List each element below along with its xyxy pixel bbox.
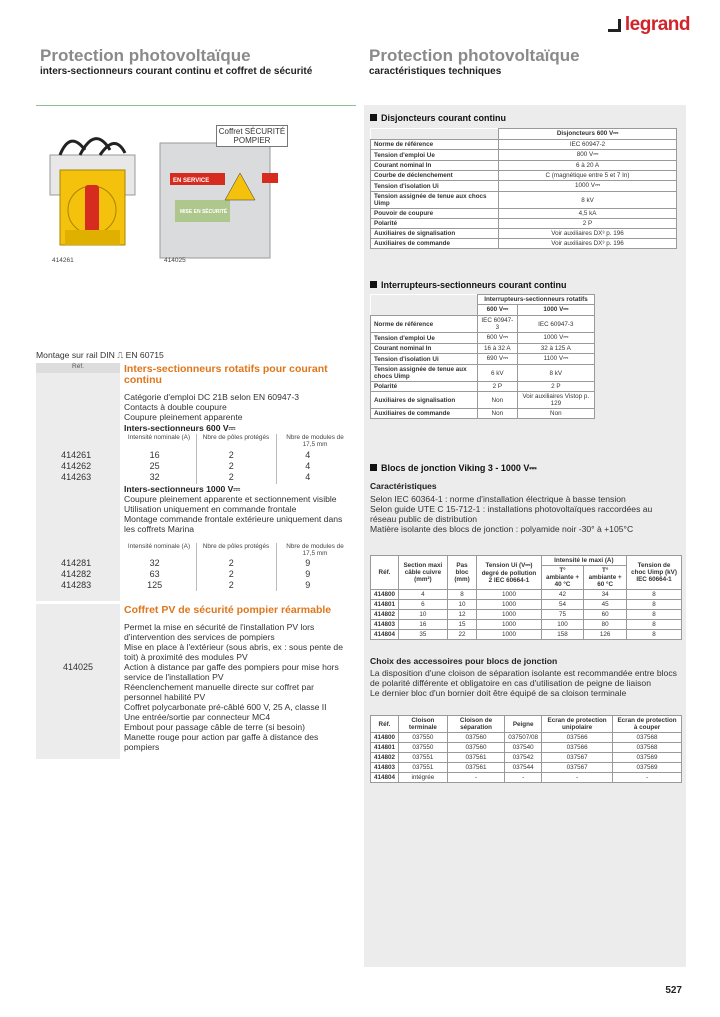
photo-ref-left: 414261 [52, 257, 74, 264]
row-mod: 9 [305, 569, 311, 579]
cell-value: 16 à 32 A [478, 344, 518, 354]
viking-char-line: Matière isolante des blocs de jonction : polyamide noir -30° à +105°C [370, 524, 634, 534]
row-poles: 2 [228, 580, 234, 590]
cell-value: 1000 [477, 590, 541, 600]
cell-value: 037550 [399, 743, 448, 753]
cell-label: Norme de référence [371, 316, 478, 333]
cell-value: 1000 V⎓ [499, 181, 677, 192]
table-row [371, 239, 677, 249]
table-row [371, 753, 682, 763]
section2-desc-line: Embout pour passage câble de terre (si besoin) [124, 722, 306, 732]
cell-value: 2 P [517, 382, 594, 392]
table-row [371, 150, 677, 161]
product-illustration [40, 125, 340, 265]
cell-value: 800 V⎓ [499, 150, 677, 161]
cell-value: 8 kV [517, 365, 594, 382]
sub600-title: Inters-sectionneurs 600 V⎓ [124, 423, 236, 433]
cell-value: - [542, 773, 613, 783]
cell-label: Courant nominal In [371, 161, 499, 171]
cell-value: 037544 [505, 763, 542, 773]
row-in: 16 [149, 450, 160, 460]
cell-value: 8 [627, 610, 682, 620]
table-row [371, 219, 677, 229]
table-row [371, 590, 682, 600]
cell-value: 6 kV [478, 365, 518, 382]
vk-h-choc: Tension de choc Uimp (kV) IEC 60664-1 [627, 556, 682, 590]
cell-value: 8 [627, 620, 682, 630]
cell-value: intégrée [399, 773, 448, 783]
cell-value: 690 V⎓ [478, 354, 518, 365]
table-row [371, 354, 595, 365]
cell-value: 16 [399, 620, 448, 630]
table-row [36, 472, 346, 483]
inter-header: Interrupteurs-sectionneurs rotatifs [478, 295, 595, 305]
cell-label: Auxiliaires de commande [371, 239, 499, 249]
cell-ref: 414803 [371, 763, 399, 773]
right-subtitle: caractéristiques techniques [369, 66, 502, 77]
logo-mark-icon [608, 19, 621, 32]
row-poles: 2 [228, 472, 234, 482]
cell-ref: 414801 [371, 600, 399, 610]
right-header [369, 46, 580, 77]
cell-value: Voir auxiliaires Vistop p. 129 [517, 392, 594, 409]
section1-desc [124, 392, 350, 422]
cell-value: 1000 [477, 630, 541, 640]
cell-value: 45 [584, 600, 627, 610]
cell-label: Auxiliaires de commande [371, 409, 478, 419]
section1-desc-line: Coupure pleinement apparente [124, 412, 243, 422]
viking-char-line: Selon guide UTE C 15-712-1 : installations photovoltaïques raccordées au réseau public de distribution [370, 504, 653, 524]
cell-value: IEC 60947-2 [499, 140, 677, 150]
cell-value: 037507/08 [505, 733, 542, 743]
cell-value: 1000 [477, 620, 541, 630]
cell-ref: 414803 [371, 620, 399, 630]
rows600 [36, 450, 346, 483]
row-poles: 2 [228, 450, 234, 460]
viking-title [370, 463, 537, 474]
cell-value: 037560 [447, 733, 505, 743]
cell-value: 037560 [447, 743, 505, 753]
right-title: Protection photovoltaïque [369, 46, 580, 65]
cell-value: - [613, 773, 682, 783]
cell-value: 037566 [542, 733, 613, 743]
table-row [371, 743, 682, 753]
inter-col-1000: 1000 V⎓ [517, 305, 594, 316]
col-modules: Nbre de modules de 17,5 mm [286, 434, 344, 448]
section2-desc-line: Réenclenchement manuelle directe sur coffret par personnel habilité PV [124, 682, 314, 702]
photo-caption: Coffret SÉCURITÉ POMPIER [216, 125, 288, 147]
cell-value: 2 P [478, 382, 518, 392]
square-bullet-icon [370, 464, 377, 471]
cell-value: 8 [627, 590, 682, 600]
cell-value: 8 [447, 590, 477, 600]
row-mod: 9 [305, 580, 311, 590]
sub1000-desc [124, 494, 350, 534]
cell-ref: 414804 [371, 773, 399, 783]
table-row [371, 392, 595, 409]
legrand-logo [608, 14, 690, 36]
col-poles: Nbre de pôles protégés [202, 543, 270, 550]
row-in: 125 [147, 580, 163, 590]
table-row [371, 773, 682, 783]
cell-label: Courant nominal In [371, 344, 478, 354]
cell-value: Non [478, 392, 518, 409]
inter-title-text: Interrupteurs-sectionneurs courant continu [381, 280, 567, 290]
cell-value: 100 [541, 620, 584, 630]
section2-desc-line: Mise en place à l'extérieur (sous abris, ex : sous pente de toit) à proximité des modules PV [124, 642, 343, 662]
cell-value: 600 V⎓ [478, 333, 518, 344]
row-ref: 414282 [61, 569, 92, 579]
cell-value: 037568 [613, 743, 682, 753]
section1-title: Inters-sectionneurs rotatifs pour courant continu [124, 363, 328, 386]
row-mod: 9 [305, 558, 311, 568]
left-title: Protection photovoltaïque [40, 46, 251, 65]
ref-column-bg [36, 604, 120, 759]
logo-text: legrand [624, 14, 690, 35]
ac-h: Ecran de protection unipolaire [542, 716, 613, 733]
cell-value: 6 [399, 600, 448, 610]
table-row [371, 192, 677, 209]
access-table [370, 715, 682, 783]
cell-value: 54 [541, 600, 584, 610]
cell-value: 42 [541, 590, 584, 600]
cell-label: Tension assignée de tenue aux chocs Uimp [371, 192, 499, 209]
product-photo [40, 125, 340, 265]
square-bullet-icon [370, 114, 377, 121]
square-bullet-icon [370, 281, 377, 288]
section1-desc-line: Catégorie d'emploi DC 21B selon EN 60947-3 [124, 392, 300, 402]
cell-label: Auxiliaires de signalisation [371, 392, 478, 409]
ref-header: Réf. [36, 363, 120, 373]
viking-title-text: Blocs de jonction Viking 3 - 1000 V⎓ [381, 463, 537, 473]
section2-desc-line: Coffret polycarbonate pré-câblé 600 V, 25 A, classe II [124, 702, 327, 712]
cell-value: 037561 [447, 763, 505, 773]
empty-cell [371, 295, 478, 316]
cell-value: 10 [399, 610, 448, 620]
table-row [371, 229, 677, 239]
cell-value: Non [478, 409, 518, 419]
inter-title [370, 280, 567, 290]
table-row [371, 610, 682, 620]
table-row [371, 409, 595, 419]
cell-value: IEC 60947-3 [478, 316, 518, 333]
empty-cell [371, 129, 499, 140]
cell-value: - [505, 773, 542, 783]
col-intensite: Intensité nominale (A) [127, 434, 191, 441]
row-ref: 414261 [61, 450, 92, 460]
box-label-bottom: MISE EN SÉCURITÉ [180, 209, 228, 215]
table-row [36, 461, 346, 472]
col-intensite: Intensité nominale (A) [127, 543, 191, 550]
table-row [371, 630, 682, 640]
access-desc-line: Le dernier bloc d'un bornier doit être équipé de sa cloison terminale [370, 688, 627, 698]
cell-value: 80 [584, 620, 627, 630]
cell-ref: 414804 [371, 630, 399, 640]
vk-h-ref: Réf. [371, 556, 399, 590]
cell-value: 4 [399, 590, 448, 600]
table-row [371, 140, 677, 150]
row-mod: 4 [305, 472, 311, 482]
col-poles: Nbre de pôles protégés [202, 434, 270, 441]
row-in: 32 [149, 558, 160, 568]
table-row [371, 316, 595, 333]
cell-value: 12 [447, 610, 477, 620]
cell-value: 037551 [399, 763, 448, 773]
section2-desc [124, 622, 352, 752]
section2-desc-line: Permet la mise en sécurité de l'installation PV lors d'intervention des services de pompiers [124, 622, 315, 642]
section1-desc-line: Contacts à double coupure [124, 402, 227, 412]
viking-char-title: Caractéristiques [370, 481, 437, 491]
table-row [371, 161, 677, 171]
section2-desc-line: Action à distance par gaffe des pompiers pour mise hors service de l'installation PV [124, 662, 339, 682]
cell-label: Norme de référence [371, 140, 499, 150]
row-in: 63 [149, 569, 160, 579]
table-row [371, 382, 595, 392]
cell-value: 158 [541, 630, 584, 640]
cell-value: 1100 V⎓ [517, 354, 594, 365]
ac-h: Cloison de séparation [447, 716, 505, 733]
cell-value: 8 [627, 600, 682, 610]
cell-value: 60 [584, 610, 627, 620]
cell-value: C (magnétique entre 5 et 7 In) [499, 171, 677, 181]
divider [36, 105, 356, 106]
table-row [371, 600, 682, 610]
cell-label: Auxiliaires de signalisation [371, 229, 499, 239]
cell-value: 10 [447, 600, 477, 610]
table-row [36, 569, 346, 580]
row-poles: 2 [228, 558, 234, 568]
cell-value: Voir auxiliaires DX³ p. 196 [499, 229, 677, 239]
table-row [36, 558, 346, 569]
cell-value: 6 à 20 A [499, 161, 677, 171]
cell-value: 34 [584, 590, 627, 600]
inter-col-600: 600 V⎓ [478, 305, 518, 316]
access-desc [370, 668, 682, 698]
cell-value: 037540 [505, 743, 542, 753]
cell-value: 037561 [447, 753, 505, 763]
cell-value: 22 [447, 630, 477, 640]
left-subtitle: inters-sectionneurs courant continu et coffret de sécurité [40, 66, 313, 77]
section2-title: Coffret PV de sécurité pompier réarmable [124, 604, 332, 616]
cell-value: 1000 [477, 600, 541, 610]
vk-h-t40: T° ambiante + 40 °C [541, 566, 584, 590]
cell-value: Voir auxiliaires DX³ p. 196 [499, 239, 677, 249]
cell-value: 037567 [542, 763, 613, 773]
cell-value: 75 [541, 610, 584, 620]
viking-char-line: Selon IEC 60364-1 : norme d'installation électrique à basse tension [370, 494, 626, 504]
ac-h: Ecran de protection à couper [613, 716, 682, 733]
cell-value: 037569 [613, 763, 682, 773]
cell-label: Courbe de déclenchement [371, 171, 499, 181]
access-title: Choix des accessoires pour blocs de jonction [370, 656, 558, 666]
cell-value: 8 kV [499, 192, 677, 209]
cell-value: 4,5 kA [499, 209, 677, 219]
cell-ref: 414801 [371, 743, 399, 753]
table-row [371, 333, 595, 344]
table-row [371, 344, 595, 354]
access-desc-line: La disposition d'une cloison de séparation isolante est recommandée entre blocs de polarité différente et obligatoire en cas d'utilisation de peigne de liaison [370, 668, 677, 688]
sub1000-desc-line: Utilisation uniquement en commande frontale [124, 504, 297, 514]
table-row [371, 620, 682, 630]
row-ref: 414263 [61, 472, 92, 482]
cell-label: Tension d'emploi Ue [371, 150, 499, 161]
disj-header: Disjoncteurs 600 V⎓ [499, 129, 677, 140]
cell-ref: 414800 [371, 733, 399, 743]
col-modules: Nbre de modules de 17,5 mm [286, 543, 344, 557]
table-row [371, 763, 682, 773]
cell-value: 037550 [399, 733, 448, 743]
cell-label: Tension d'isolation Ui [371, 181, 499, 192]
cell-value: 1000 V⎓ [517, 333, 594, 344]
ac-h: Peigne [505, 716, 542, 733]
box-label-top: EN SERVICE [173, 178, 210, 184]
cell-value: 126 [584, 630, 627, 640]
cell-value: 1000 [477, 610, 541, 620]
cell-value: 037566 [542, 743, 613, 753]
cell-value: - [447, 773, 505, 783]
cell-value: 8 [627, 630, 682, 640]
table-row [371, 209, 677, 219]
sub1000-desc-line: Montage commande frontale extérieure uniquement dans les coffrets Marina [124, 514, 343, 534]
left-header [40, 46, 312, 77]
sub1000-title: Inters-sectionneurs 1000 V⎓ [124, 484, 241, 494]
cell-value: 037569 [613, 753, 682, 763]
vk-h-t60: T° ambiante + 60 °C [584, 566, 627, 590]
sub1000-desc-line: Coupure pleinement apparente et sectionnement visible [124, 494, 337, 504]
cell-label: Tension d'emploi Ue [371, 333, 478, 344]
row-mod: 4 [305, 461, 311, 471]
row-mod: 4 [305, 450, 311, 460]
cell-label: Pouvoir de coupure [371, 209, 499, 219]
table-row [36, 450, 346, 461]
viking-table [370, 555, 682, 640]
mounting-note: Montage sur rail DIN ⎍ EN 60715 [36, 350, 164, 360]
viking-char [370, 494, 680, 534]
photo-ref-right: 414025 [164, 257, 186, 264]
table-row [36, 580, 346, 591]
cell-value: 35 [399, 630, 448, 640]
cell-value: 037551 [399, 753, 448, 763]
cell-value: 037568 [613, 733, 682, 743]
vk-h-intensite: Intensité le maxi (A) [541, 556, 626, 566]
section2-desc-line: Manette rouge pour action par gaffe à distance des pompiers [124, 732, 319, 752]
cell-label: Polarité [371, 219, 499, 229]
row-in: 25 [149, 461, 160, 471]
cell-ref: 414800 [371, 590, 399, 600]
ac-h: Réf. [371, 716, 399, 733]
cell-label: Polarité [371, 382, 478, 392]
disj-table [370, 128, 677, 249]
table-row [371, 733, 682, 743]
row-poles: 2 [228, 569, 234, 579]
row-in: 32 [149, 472, 160, 482]
vk-h-section: Section maxi câble cuivre (mm²) [399, 556, 448, 590]
cell-label: Tension assignée de tenue aux chocs Uimp [371, 365, 478, 382]
cell-value: 2 P [499, 219, 677, 229]
page-number: 527 [665, 985, 682, 996]
row-ref: 414262 [61, 461, 92, 471]
table-row [371, 171, 677, 181]
cell-value: Non [517, 409, 594, 419]
section2-ref: 414025 [62, 662, 94, 672]
section2-desc-line: Une entrée/sortie par connecteur MC4 [124, 712, 271, 722]
row-ref: 414281 [61, 558, 92, 568]
row-ref: 414283 [61, 580, 92, 590]
disj-title-text: Disjoncteurs courant continu [381, 113, 507, 123]
vk-h-pas: Pas bloc (mm) [447, 556, 477, 590]
vk-h-tension: Tension Ui (V⎓) degré de pollution 2 IEC 60664-1 [477, 556, 541, 590]
rows1000 [36, 558, 346, 591]
cell-value: 15 [447, 620, 477, 630]
inter-table [370, 294, 595, 419]
cell-ref: 414802 [371, 753, 399, 763]
cell-ref: 414802 [371, 610, 399, 620]
cell-value: 32 à 125 A [517, 344, 594, 354]
row-poles: 2 [228, 461, 234, 471]
cell-value: 037567 [542, 753, 613, 763]
disj-title [370, 113, 506, 123]
cell-label: Tension d'isolation Ui [371, 354, 478, 365]
table-row [371, 365, 595, 382]
cell-value: IEC 60947-3 [517, 316, 594, 333]
ac-h: Cloison terminale [399, 716, 448, 733]
cell-value: 037542 [505, 753, 542, 763]
table-row [371, 181, 677, 192]
